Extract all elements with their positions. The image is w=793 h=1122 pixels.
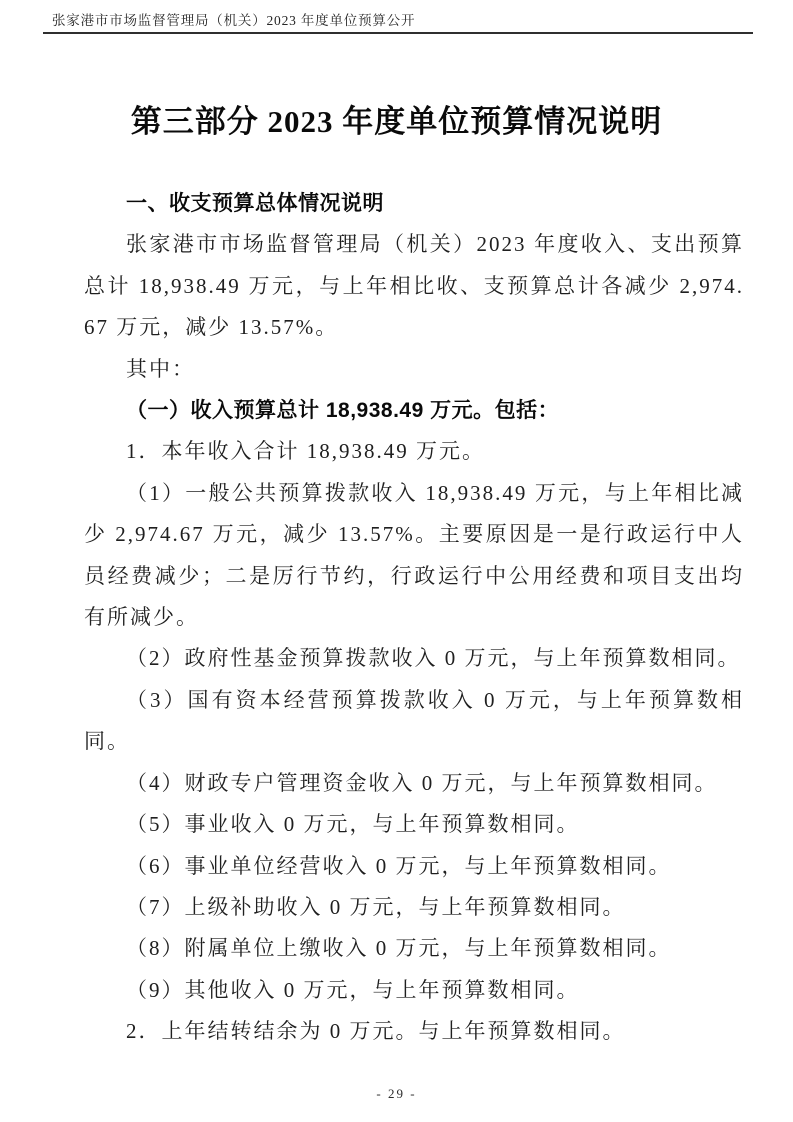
paragraph: （5）事业收入 0 万元，与上年预算数相同。 (126, 812, 580, 837)
section-heading: 一、收支预算总体情况说明 (126, 192, 384, 215)
page-number: - 29 - (376, 1086, 417, 1101)
paragraph: （7）上级补助收入 0 万元，与上年预算数相同。 (126, 894, 626, 919)
paragraph: （8）附属单位上缴收入 0 万元，与上年预算数相同。 (126, 936, 672, 961)
page-title: 第三部分 2023 年度单位预算情况说明 (130, 104, 663, 139)
paragraph: 1．本年收入合计 18,938.49 万元。 (126, 439, 485, 464)
section-heading: （一）收入预算总计 18,938.49 万元。包括： (126, 399, 560, 423)
page-header (43, 12, 753, 34)
paragraph: 其中： (126, 356, 195, 381)
paragraph: （2）政府性基金预算拨款收入 0 万元，与上年预算数相同。 (126, 646, 741, 671)
paragraph: （6）事业单位经营收入 0 万元，与上年预算数相同。 (126, 853, 672, 878)
paragraph: （1）一般公共预算拨款收入 18,938.49 万元，与上年相比减少 2,974.67 万元，减少 13.57%。主要原因是一是行政运行中人员经费减少；二是厉行节约，行政运行中公用经费和项目支出均有所减少。 (84, 480, 744, 630)
paragraph: （3）国有资本经营预算拨款收入 0 万元，与上年预算数相同。 (84, 687, 744, 754)
header-doc-title: 张家港市市场监督管理局（机关）2023 年度单位预算公开 (52, 13, 416, 28)
page-footer (0, 1086, 793, 1102)
paragraph: （4）财政专户管理资金收入 0 万元，与上年预算数相同。 (126, 770, 718, 795)
paragraph: 张家港市市场监督管理局（机关）2023 年度收入、支出预算总计 18,938.49 万元，与上年相比收、支预算总计各减少 2,974.67 万元，减少 13.57%。 (84, 232, 744, 340)
paragraph: （9）其他收入 0 万元，与上年预算数相同。 (126, 977, 580, 1002)
document-body (84, 183, 744, 1053)
paragraph: 2．上年结转结余为 0 万元。与上年预算数相同。 (126, 1019, 626, 1044)
